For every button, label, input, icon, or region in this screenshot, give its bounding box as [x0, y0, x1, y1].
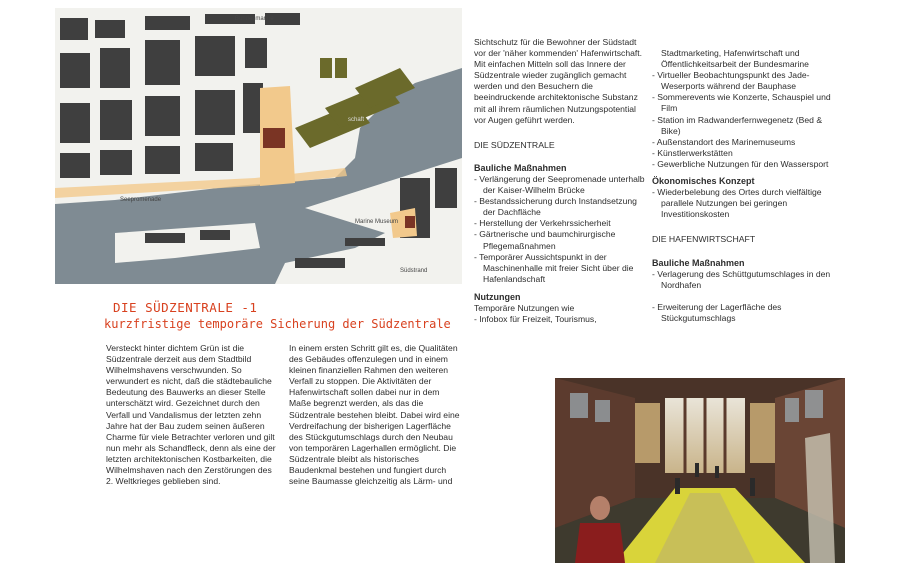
section-title: DIE SÜDZENTRALE -1 [113, 300, 258, 315]
list-hafen-massnahmen [652, 269, 842, 291]
list-item: - Station im Radwanderfernwegenetz (Bed & Bike) [652, 115, 842, 137]
list-item: - Erweiterung der Lagerfläche des Stückgutumschlags [652, 302, 842, 324]
machine-hall-illustration [555, 378, 845, 563]
list-item: - Sommerevents wie Konzerte, Schauspiel und Film [652, 92, 842, 114]
label-suedstrand: Südstrand [400, 268, 428, 274]
label-bundesmarine: Bundesmarine [235, 16, 274, 22]
list-item: - Gärtnerische und baumchirurgische Pflegemaßnahmen [474, 229, 650, 251]
label-marine-museum: Marine Museum [355, 219, 399, 225]
list-item: - Bestandssicherung durch Instandsetzung der Dachfläche [474, 196, 650, 218]
nutzungen-intro: Temporäre Nutzungen wie [474, 302, 575, 313]
list-hafen-massnahmen-2 [652, 302, 842, 324]
list-bauliche-massnahmen [474, 174, 650, 285]
list-item: - Virtueller Beobachtungspunkt des Jade-Weserports während der Bauphase [652, 70, 842, 92]
list-continuation: Stadtmarketing, Hafenwirtschaft und Öffentlichkeitsarbeit der Bundesmarine [661, 48, 809, 70]
subheading-nutzungen: Nutzungen [474, 291, 521, 302]
list-item: - Außenstandort des Marinemuseums [652, 137, 842, 148]
list-item: - Temporärer Aussichtspunkt in der Maschinenhalle mit freier Sicht über die Hafenlandschaft [474, 252, 650, 285]
interior-rendering-image [555, 378, 845, 563]
text-column-3 [474, 37, 650, 325]
paragraph-intro: Versteckt hinter dichtem Grün ist die Südzentrale derzeit aus dem Stadtbild Wilhelmshavens verschwunden. So verwundert es nicht, daß die städtebauliche Bedeutung des Bauwerks an dieser Stelle unterschätzt wird. Gezeichnet durch den Verfall und Vandalismus der letzten zehn Jahre hat der Bau zudem seinen äußeren Charme für viele Betrachter verloren und gilt nun mehr als Schandfleck, denn als eine der letzten architektonischen Kostbarkeiten, die Wilhelmshaven nach den Zerstörungen des 2. Weltkrieges geblieben sind. [106, 343, 276, 487]
subheading-bauliche-massnahmen-2: Bauliche Maßnahmen [652, 257, 745, 268]
list-item: - Verlagerung des Schüttgutumschlages in den Nordhafen [652, 269, 842, 291]
text-column-2 [289, 343, 461, 487]
list-item: - Infobox für Freizeit, Tourismus, [474, 314, 650, 325]
list-item: - Verlängerung der Seepromenade unterhalb der Kaiser-Wilhelm Brücke [474, 174, 650, 196]
list-item: - Wiederbelebung des Ortes durch vielfältige parallele Nutzungen bei geringen Investitionskosten [652, 187, 842, 220]
paragraph-first-step: In einem ersten Schritt gilt es, die Qualitäten des Gebäudes offenzulegen und in einem kleinen finanziellen Rahmen den weiteren Verfall zu stoppen. Die Aktivitäten der Hafenwirtschaft sollen dabei nur in dem Maße begrenzt werden, als das die Südzentrale bestehen bleibt. Dabei wird eine Verdreifachung der bisherigen Lagerfläche des Stückgutumschlags durch den Neubau von temporären Lagerhallen ermöglicht. Die Südzentrale bleibt als historisches Baudenkmal bestehen und fungiert durch seine Baumasse gleichzeitig als Lärm- und [289, 343, 460, 487]
list-item: - Künstlerwerkstätten [652, 148, 842, 159]
paragraph-continuation: Sichtschutz für die Bewohner der Südstadt vor der 'näher kommenden' Hafenwirtschaft. Mit einfachen Mitteln soll das Innere der Südzentrale wieder zugänglich gemacht werden und den Besuchern die beeindruckende architektonische Substanz mit all ihrem räumlichen Nutzungspotential vor Augen geführt werden. [474, 37, 643, 125]
list-nutzungen-cont [652, 70, 842, 170]
heading-suedzentrale: DIE SÜDZENTRALE [474, 139, 555, 150]
site-plan-drawing [55, 8, 462, 284]
section-subtitle: kurzfristige temporäre Sicherung der Südzentrale [104, 317, 451, 331]
list-oekonomisches-konzept [652, 187, 842, 220]
label-schaft: schaft [348, 117, 365, 123]
text-column-4 [652, 48, 842, 324]
label-seepromenade: Seepromenade [120, 197, 162, 203]
heading-hafenwirtschaft: DIE HAFENWIRTSCHAFT [652, 234, 756, 245]
text-column-1 [106, 343, 281, 487]
subheading-bauliche-massnahmen: Bauliche Maßnahmen [474, 162, 567, 173]
list-nutzungen [474, 314, 650, 325]
list-item: - Gewerbliche Nutzungen für den Wassersport [652, 159, 842, 170]
list-item: - Herstellung der Verkehrssicherheit [474, 218, 650, 229]
subheading-oekonomisches-konzept: Ökonomisches Konzept [652, 176, 755, 187]
site-plan-map [55, 8, 462, 284]
